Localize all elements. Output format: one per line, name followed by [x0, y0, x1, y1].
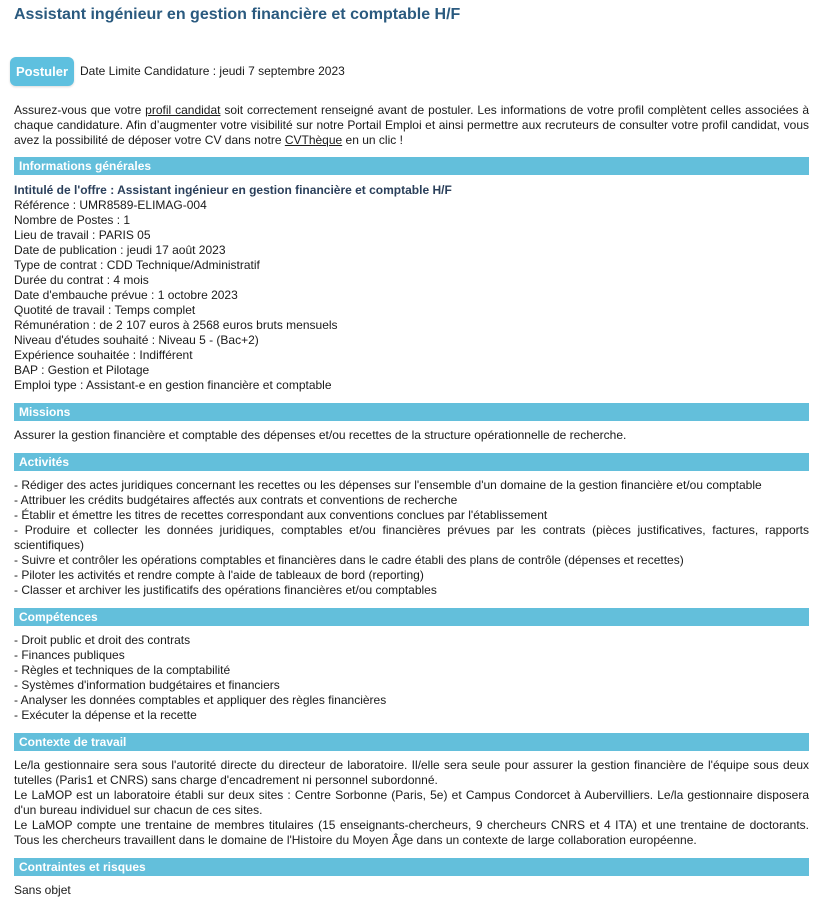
list-item: - Règles et techniques de la comptabilité [14, 663, 231, 677]
section-heading-activities: Activités [14, 453, 809, 471]
info-line-work-time: Quotité de travail : Temps complet [14, 303, 196, 317]
context-paragraph: Le LaMOP compte une trentaine de membres titulaires (15 enseignants-chercheurs, 9 chercheurs CNRS et 4 ITA) et une trentaine de doctorants. Tous les chercheurs travaillent dans le domaine de l'Histoire du Moyen Âge dans un contexte de large collaboration européenne. [14, 818, 809, 847]
skills-list [14, 633, 809, 723]
constraints-body [14, 883, 809, 898]
application-deadline: Date Limite Candidature : jeudi 7 septembre 2023 [80, 64, 345, 78]
list-item: - Piloter les activités et rendre compte à l'aide de tableaux de bord (reporting) [14, 568, 424, 582]
skills-body [14, 633, 809, 723]
info-line-start-date: Date d'embauche prévue : 1 octobre 2023 [14, 288, 238, 302]
list-item: - Rédiger des actes juridiques concernant les recettes ou les dépenses sur l'ensemble d'un domaine de la gestion financière et/ou comptable [14, 478, 762, 492]
info-line-bap: BAP : Gestion et Pilotage [14, 363, 150, 377]
info-line-job-type: Emploi type : Assistant-e en gestion financière et comptable [14, 378, 332, 392]
section-heading-skills: Compétences [14, 608, 809, 626]
info-line-reference: Référence : UMR8589-ELIMAG-004 [14, 198, 207, 212]
missions-body [14, 428, 809, 443]
info-line-workplace: Lieu de travail : PARIS 05 [14, 228, 151, 242]
apply-button[interactable]: Postuler [10, 57, 74, 86]
list-item: - Systèmes d'information budgétaires et financiers [14, 678, 280, 692]
list-item: - Finances publiques [14, 648, 125, 662]
missions-text: Assurer la gestion financière et comptable des dépenses et/ou recettes de la structure opérationnelle de recherche. [14, 428, 627, 442]
info-line-salary: Rémunération : de 2 107 euros à 2568 euros bruts mensuels [14, 318, 338, 332]
info-line-contract-duration: Durée du contrat : 4 mois [14, 273, 149, 287]
offer-title-line: Intitulé de l'offre : Assistant ingénieur en gestion financière et comptable H/F [14, 183, 452, 197]
info-line-positions: Nombre de Postes : 1 [14, 213, 131, 227]
context-paragraph: Le/la gestionnaire sera sous l'autorité directe du directeur de laboratoire. Il/elle sera seule pour assurer la gestion financière de l'équipe sous deux tutelles (Paris1 et CNRS) sans charge d'encadrement ni personnel subordonné. [14, 758, 809, 787]
activities-list [14, 478, 809, 598]
page-title: Assistant ingénieur en gestion financière et comptable H/F [14, 6, 461, 23]
list-item: - Droit public et droit des contrats [14, 633, 191, 647]
cvtheque-link[interactable]: CVThèque [284, 133, 343, 147]
list-item: - Établir et émettre les titres de recettes correspondant aux conventions conclues par l'établissement [14, 508, 548, 522]
list-item: - Classer et archiver les justificatifs des opérations financières et/ou comptables [14, 583, 437, 597]
intro-part-3: en un clic ! [342, 133, 403, 147]
context-paragraph: Le LaMOP est un laboratoire établi sur deux sites : Centre Sorbonne (Paris, 5e) et Campus Condorcet à Aubervilliers. Le/la gestionnaire disposera d'un bureau individuel sur chacun de ces sites. [14, 788, 809, 817]
section-heading-constraints: Contraintes et risques [14, 858, 809, 876]
intro-part-2: soit correctement renseigné avant de postuler. Les informations de votre profil complètent celles associées à chaque candidature. Afin d’augmenter votre visibilité sur notre Portail Emploi et ainsi permettre aux recruteurs de consulter votre profil candidat, vous avez la possibilité de déposer votre CV dans notre [14, 103, 809, 147]
section-heading-general-info: Informations générales [14, 157, 809, 175]
section-heading-missions: Missions [14, 403, 809, 421]
info-line-education-level: Niveau d'études souhaité : Niveau 5 - (Bac+2) [14, 333, 259, 347]
candidate-profile-link[interactable]: profil candidat [145, 103, 221, 117]
info-line-publication-date: Date de publication : jeudi 17 août 2023 [14, 243, 226, 257]
list-item: - Suivre et contrôler les opérations comptables et financières dans le cadre établi des plans de contrôle (dépenses et recettes) [14, 553, 684, 567]
list-item: - Produire et collecter les données juridiques, comptables et/ou financières prévues par les contrats (pièces justificatives, factures, rapports scientifiques) [14, 523, 809, 552]
general-info-body [14, 183, 809, 393]
constraints-text: Sans objet [14, 883, 71, 897]
section-heading-work-context: Contexte de travail [14, 733, 809, 751]
info-line-experience: Expérience souhaitée : Indifférent [14, 348, 193, 362]
list-item: - Attribuer les crédits budgétaires affectés aux contrats et conventions de recherche [14, 493, 458, 507]
list-item: - Analyser les données comptables et appliquer des règles financières [14, 693, 387, 707]
intro-part-1: Assurez-vous que votre [14, 103, 146, 117]
intro-text [14, 103, 809, 148]
info-line-contract-type: Type de contrat : CDD Technique/Administratif [14, 258, 260, 272]
list-item: - Exécuter la dépense et la recette [14, 708, 197, 722]
work-context-body [14, 758, 809, 848]
activities-body [14, 478, 809, 598]
